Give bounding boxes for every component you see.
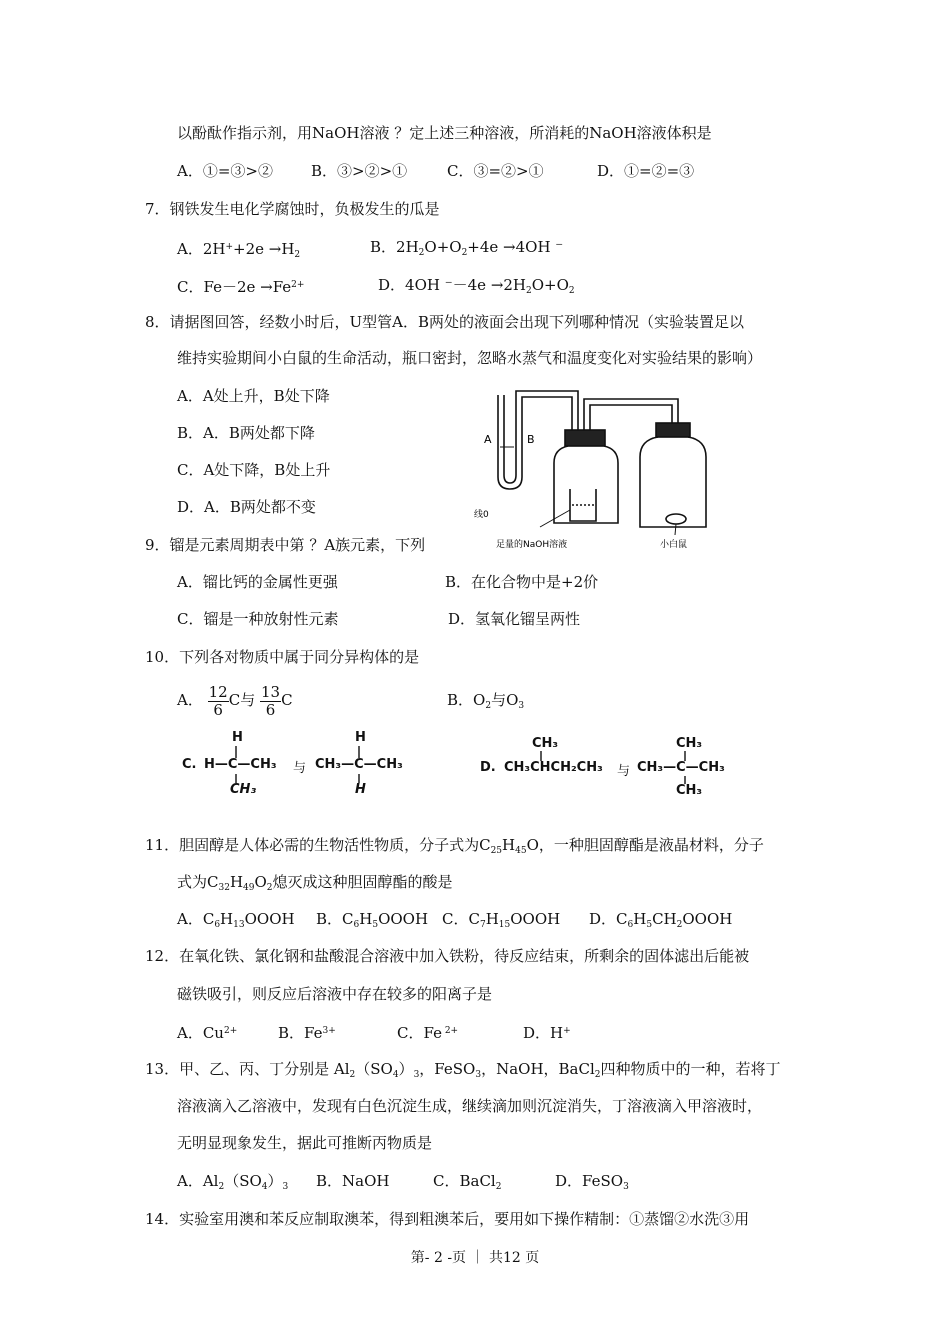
q13-option-b: B．NaOH [316, 1172, 390, 1190]
q6-option-a: A．①=③>② [177, 162, 273, 180]
q13-stem-line2: 溶液滴入乙溶液中，发现有白色沉淀生成，继续滴加则沉淀消失，丁溶液滴入甲溶液时， [177, 1097, 763, 1115]
q8-option-c: C．A处下降，B处上升 [177, 461, 331, 479]
q13-stem-line1: 13．甲、乙、丙、丁分别是 $Al_2(SO_4)_3$，FeSO$_3$，NaOH，BaCl$_2$四种物质中的一种，若将丁 [145, 1060, 781, 1080]
q8-option-d: D．A．B两处都不变 [177, 498, 316, 516]
q6-option-c: C．③=②>① [447, 162, 544, 180]
q6-option-b: B．③>②>① [311, 162, 408, 180]
q8-stem-line2: 维持实验期间小白鼠的生命活动，瓶口密封，忽略水蒸气和温度变化对实验结果的影响） [177, 349, 763, 367]
q10-option-c-structures: C. H H—C—CH₃ CH₃ 与 H CH₃—C—CH₃ H [182, 730, 403, 797]
label-mouse: 小白鼠 [660, 540, 688, 550]
q9-stem: 9．镏是元素周期表中第 ？A族元素，下列 [145, 536, 426, 554]
q7-option-c: C．$Fe-2e \to Fe^{2+}$ [177, 278, 305, 296]
q8-option-a: A．A处上升，B处下降 [177, 387, 330, 405]
q10-option-d-structures: D. CH₃ CH₃CHCH₂CH₃ 与 CH₃ CH₃—C—CH₃ CH₃ [480, 736, 725, 798]
q10-option-b: B．$O_2$与$O_3$ [447, 691, 525, 711]
q7-stem: 7．钢铁发生电化学腐蚀时，负极发生的瓜是 [145, 200, 440, 218]
q9-option-a: A．镏比钙的金属性更强 [177, 573, 338, 591]
q11-stem-line2: 式为$C_{32}H_{49}O_2$熄灭成这种胆固醇酯的酸是 [177, 873, 453, 893]
q6-stem-continuation: 以酚酞作指示剂，用NaOH溶液 ？定上述三种溶液，所消耗的NaOH溶液体积是 [177, 124, 712, 142]
q12-stem-line1: 12．在氧化铁、氯化钢和盐酸混合溶液中加入铁粉，待反应结束，所剩余的固体滤出后能被 [145, 947, 750, 965]
q12-option-a: A．$Cu^{2+}$ [177, 1024, 238, 1042]
label-a: A [484, 433, 492, 446]
q7-option-b: B．$2H_2O+O_2+4e \to 4OH$ ⁻ [370, 238, 564, 258]
q11-option-b: B．$C_6H_5OOOH$ [316, 910, 429, 930]
q9-option-b: B．在化合物中是+2价 [445, 573, 599, 591]
q9-option-c: C．镏是一种放射性元素 [177, 610, 339, 628]
q14-stem: 14．实验室用澳和苯反应制取澳苯，得到粗澳苯后，要用如下操作精制：①蒸馏②水洗③用 [145, 1210, 750, 1228]
q13-option-a: A．$Al_2(SO_4)_3$ [177, 1172, 289, 1192]
q11-option-d: D．$C_6H_5CH_2OOOH$ [589, 910, 733, 930]
q11-stem-line1: 11．胆固醇是人体必需的生物活性物质，分子式为$C_{25}H_{45}O$，一种胆固醇酯是液晶材料，分子 [145, 836, 764, 856]
q13-option-d: D．FeSO$_3$ [555, 1172, 629, 1192]
q12-option-c: C．Fe $^{2+}$ [397, 1024, 459, 1042]
label-naoh: 足量的NaOH溶液 [496, 540, 568, 550]
q11-option-c: C．$C_7H_{15}OOOH$ [442, 910, 561, 930]
q11-option-a: A．$C_6H_{13}OOOH$ [177, 910, 295, 930]
q7-option-d: D．4OH $^--4e \to 2H_2O+O_2$ [378, 276, 575, 296]
q10-stem: 10．下列各对物质中属于同分异构体的是 [145, 648, 420, 666]
label-b: B [527, 433, 535, 446]
q6-option-d: D．①=②=③ [597, 162, 695, 180]
q8-stem-line1: 8．请据图回答，经数小时后，U型管A．B两处的液面会出现下列哪种情况（实验装置足以 [145, 313, 745, 331]
q12-stem-line2: 磁铁吸引，则反应后溶液中存在较多的阳离子是 [177, 985, 493, 1003]
q13-option-c: C．BaCl$_2$ [433, 1172, 502, 1192]
page-footer: 第- 2 -页 ｜ 共12 页 [410, 1250, 540, 1266]
label-water: 线0 [474, 510, 489, 520]
q12-option-d: D．H+ [523, 1024, 571, 1042]
q8-apparatus-figure [470, 385, 740, 555]
q8-option-b: B．A．B两处都下降 [177, 424, 315, 442]
q9-option-d: D．氢氧化镏呈两性 [448, 610, 581, 628]
q12-option-b: B．$Fe^{3+}$ [278, 1024, 336, 1042]
q10-option-a: A． $\frac{12}{6}$ C与 $\frac{13}{6}$ C [177, 682, 293, 719]
q7-option-a: A．$2H^++2e \to H_2$ [177, 240, 301, 260]
q13-stem-line3: 无明显现象发生，据此可推断丙物质是 [177, 1134, 433, 1152]
